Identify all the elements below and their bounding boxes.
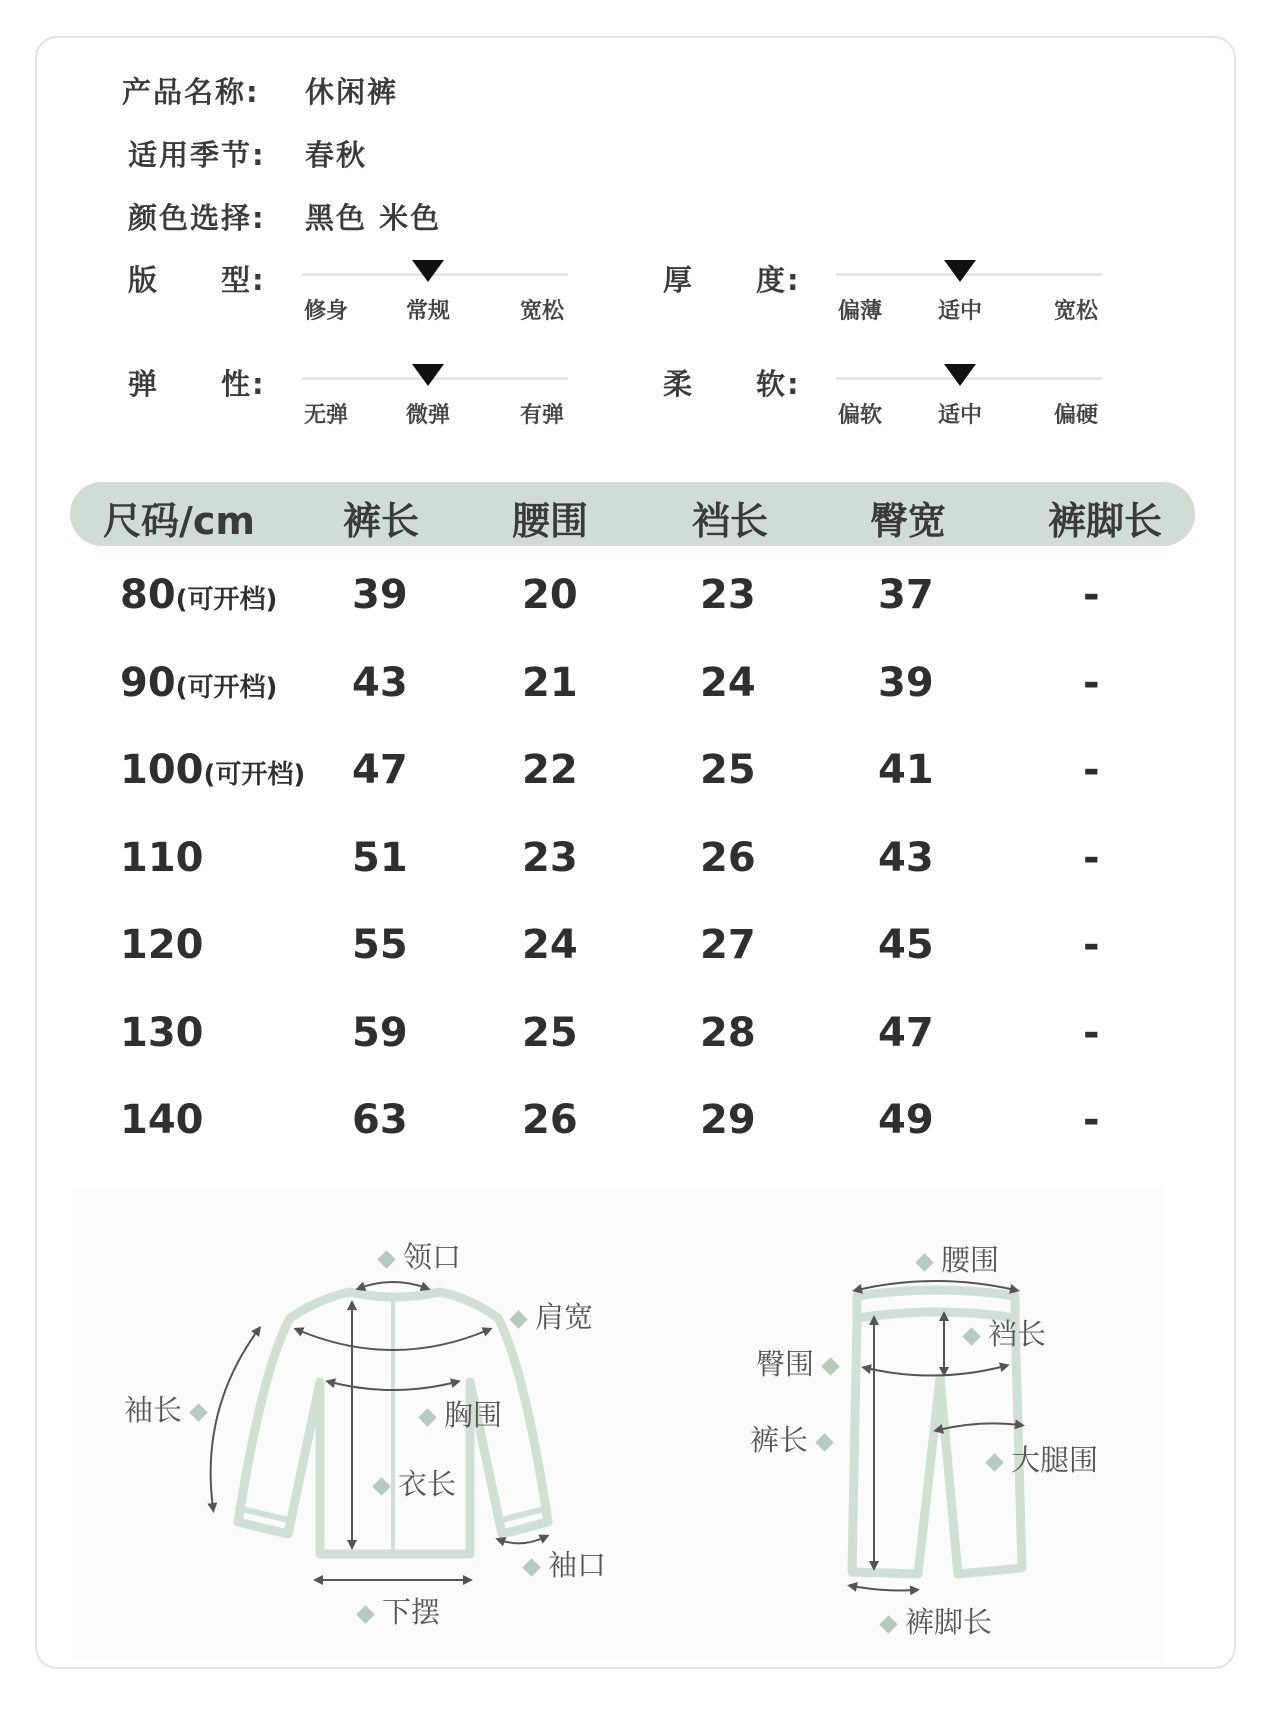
color-label: 颜色选择: [128,201,266,235]
waist-label: 腰围 [908,1238,999,1279]
header-pants-length: 裤长 [343,499,420,543]
season-value: 春秋 [305,138,368,172]
table-cell: 24 [522,922,578,968]
table-cell: 23 [522,834,578,881]
size-cell: 90(可开档) [120,659,278,706]
table-cell: 55 [352,922,408,968]
product-name-value: 休闲裤 [305,75,399,109]
table-cell: 25 [700,747,756,793]
diamond-icon [377,1250,395,1268]
size-cell: 140 [120,1097,204,1143]
diamond-icon [189,1403,207,1421]
cuff-label: 袖口 [515,1543,606,1584]
table-cell: 45 [878,922,934,968]
table-cell: 43 [352,659,408,706]
table-cell: 20 [522,572,578,618]
size-cell: 110 [120,834,204,881]
table-cell: - [1083,834,1100,881]
table-cell: 63 [352,1097,408,1143]
leg-opening-label: 裤脚长 [872,1600,992,1641]
scale-option: 适中 [938,299,983,324]
color-value: 黑色 米色 [305,201,442,235]
table-cell: 59 [352,1009,408,1056]
scale-option: 偏硬 [1054,403,1099,428]
diamond-icon [509,1310,527,1328]
table-cell: - [1083,659,1100,706]
table-cell: 29 [700,1097,756,1143]
collar-label: 领口 [370,1235,461,1276]
season-label: 适用季节: [128,138,266,172]
diamond-icon [522,1558,540,1576]
table-cell: 27 [700,922,756,968]
length-label: 衣长 [365,1462,456,1503]
table-cell: - [1083,922,1100,968]
header-rise: 裆长 [692,499,769,543]
hip-label: 臀围 [756,1342,847,1383]
size-note: (可开档) [203,760,306,790]
table-cell: 26 [700,834,756,881]
table-cell: - [1083,747,1100,793]
size-cell: 120 [120,922,204,968]
diamond-icon [356,1605,374,1623]
table-cell: 41 [878,747,934,793]
diamond-icon [985,1453,1003,1471]
shoulder-label: 肩宽 [502,1295,593,1336]
product-name-label: 产品名称: [122,75,260,109]
softness-label: 柔 软: [663,367,801,401]
scale-option: 无弹 [304,403,349,428]
table-cell: 25 [522,1009,578,1056]
scale-option: 有弹 [520,403,565,428]
scale-option: 修身 [304,299,349,324]
diamond-icon [815,1433,833,1451]
table-cell: - [1083,1009,1100,1056]
elasticity-label: 弹 性: [128,367,266,401]
scale-option: 宽松 [1054,299,1099,324]
scale-option: 偏薄 [838,299,883,324]
table-cell: 51 [352,834,408,881]
table-cell: 23 [700,572,756,618]
size-cell: 100(可开档) [120,747,306,793]
table-cell: 28 [700,1009,756,1056]
header-waist: 腰围 [512,499,589,543]
diamond-icon [962,1327,980,1345]
table-cell: 39 [878,659,934,706]
diamond-icon [915,1253,933,1271]
table-cell: 47 [352,747,408,793]
table-cell: 22 [522,747,578,793]
diamond-icon [418,1408,436,1426]
scale-option: 宽松 [520,299,565,324]
scale-option: 常规 [406,299,451,324]
size-cell: 130 [120,1009,204,1056]
table-cell: 21 [522,659,578,706]
scale-option: 偏软 [838,403,883,428]
table-cell: - [1083,572,1100,618]
table-cell: 24 [700,659,756,706]
scale-option: 微弹 [406,403,451,428]
size-note: (可开档) [175,672,278,703]
fit-label: 版 型: [128,263,266,297]
size-cell: 80(可开档) [120,572,278,618]
table-cell: 49 [878,1097,934,1143]
table-cell: 39 [352,572,408,618]
table-cell: 26 [522,1097,578,1143]
thickness-label: 厚 度: [663,263,801,297]
chest-label: 胸围 [411,1393,502,1434]
hem-label: 下摆 [349,1590,440,1631]
scale-option: 适中 [938,403,983,428]
header-hip: 臀宽 [870,499,947,543]
size-note: (可开档) [175,585,278,615]
table-cell: - [1083,1097,1100,1143]
sleeve-length-label: 袖长 [124,1388,215,1429]
rise-label: 裆长 [955,1312,1046,1353]
table-cell: 47 [878,1009,934,1056]
diamond-icon [879,1615,897,1633]
diamond-icon [821,1357,839,1375]
pants-length-label: 裤长 [750,1418,841,1459]
header-leg-opening: 裤脚长 [1048,499,1163,543]
diamond-icon [372,1477,390,1495]
table-cell: 43 [878,834,934,881]
thigh-label: 大腿围 [978,1438,1098,1479]
table-cell: 37 [878,572,934,618]
header-size: 尺码/cm [103,499,256,543]
